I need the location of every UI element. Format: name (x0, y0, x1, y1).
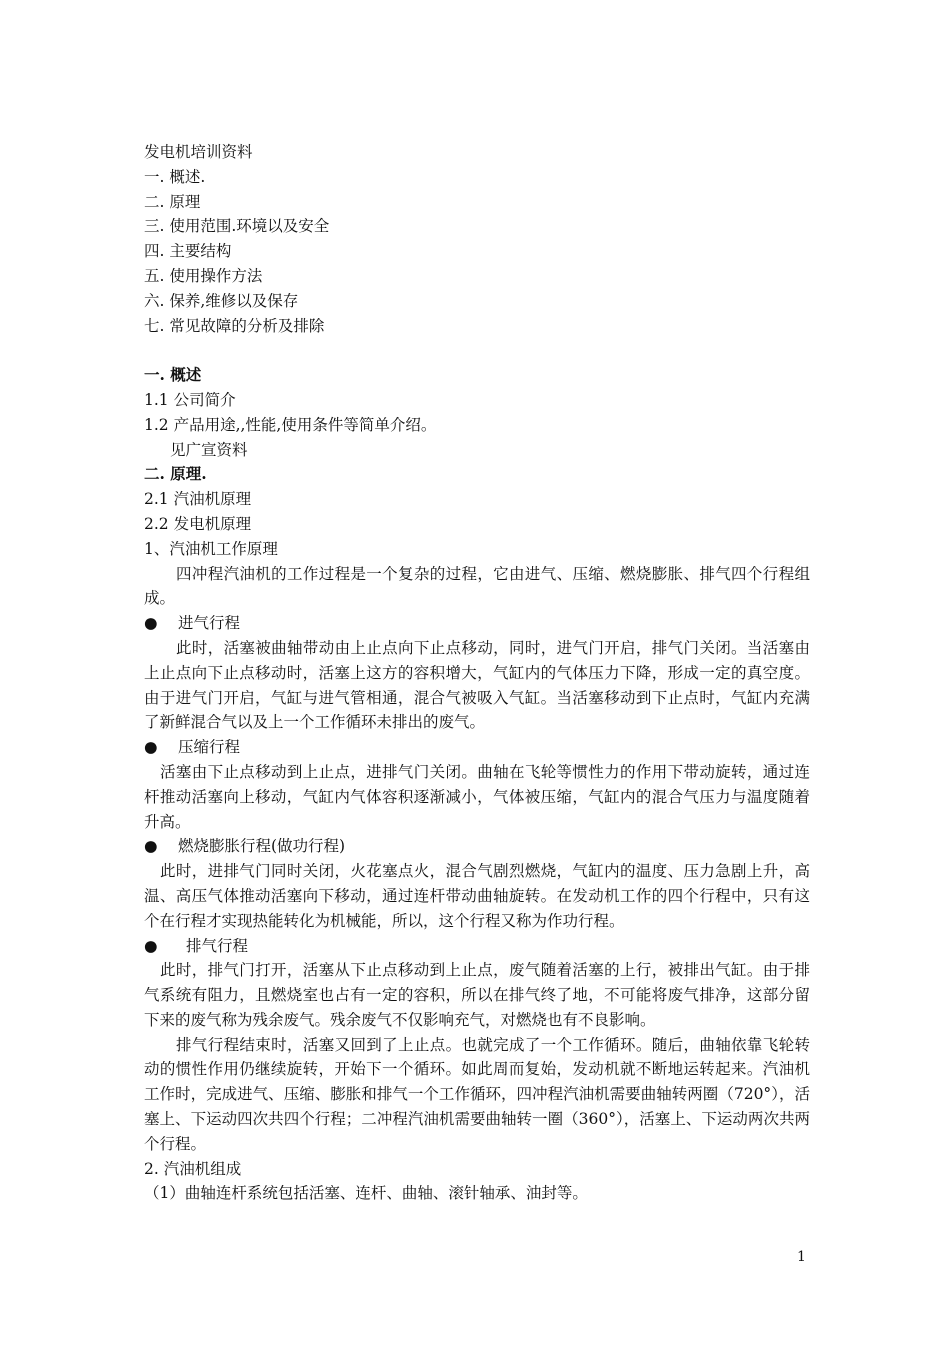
section-item: 1.2 产品用途,,性能,使用条件等简单介绍。 (144, 415, 437, 434)
section-heading: 一. 概述 (144, 365, 202, 385)
toc-item: 五. 使用操作方法 (144, 266, 263, 285)
stroke-name: 压缩行程 (178, 738, 241, 757)
page-content (144, 140, 810, 1206)
toc-item: 三. 使用范围.环境以及安全 (144, 217, 330, 236)
subsection-heading: 1、汽油机工作原理 (144, 539, 278, 558)
list-item: （1）曲轴连杆系统包括活塞、连杆、曲轴、滚针轴承、油封等。 (144, 1184, 588, 1203)
section-item: 2.2 发电机原理 (144, 514, 252, 533)
bullet-icon: ● (144, 614, 158, 633)
stroke-heading (144, 611, 810, 636)
stroke-name: 进气行程 (178, 614, 241, 633)
stroke-name: 燃烧膨胀行程(做功行程) (178, 837, 346, 856)
section-item: 1.1 公司简介 (144, 390, 236, 409)
bullet-icon: ● (144, 936, 158, 955)
subsection-heading: 2. 汽油机组成 (144, 1159, 242, 1178)
stroke-paragraph: 此时，活塞被曲轴带动由上止点向下止点移动，同时，进气门开启，排气门关闭。当活塞由上止点向下止点移动时，活塞上这方的容积增大，气缸内的气体压力下降，形成一定的真空度。由于进气门开启，气缸与进气管相通，混合气被吸入气缸。当活塞移动到下止点时，气缸内充满了新鲜混合气以及上一个工作循环未排出的废气。 (144, 638, 810, 732)
section-heading: 二. 原理. (144, 464, 207, 484)
bullet-icon: ● (144, 738, 158, 757)
toc-item: 四. 主要结构 (144, 242, 232, 261)
summary-paragraph: 排气行程结束时，活塞又回到了上止点。也就完成了一个工作循环。随后，曲轴依靠飞轮转动的惯性作用仍继续旋转，开始下一个循环。如此周而复始，发动机就不断地运转起来。汽油机工作时，完成进气、压缩、膨胀和排气一个工作循环，四冲程汽油机需要曲轴转两圈（720°），活塞上、下运动四次共四个行程；二冲程汽油机需要曲轴转一圈（360°），活塞上、下运动两次共两个行程。 (144, 1035, 810, 1153)
toc-item: 七. 常见故障的分析及排除 (144, 316, 325, 335)
section-item: 2.1 汽油机原理 (144, 490, 252, 509)
spacer (144, 338, 810, 363)
section-note: 见广宣资料 (170, 440, 248, 459)
stroke-heading (144, 934, 810, 959)
stroke-paragraph: 此时，排气门打开，活塞从下止点移动到上止点，废气随着活塞的上行，被排出气缸。由于排气系统有阻力，且燃烧室也占有一定的容积，所以在排气终了地，不可能将废气排净，这部分留下来的废气称为残余废气。残余废气不仅影响充气，对燃烧也有不良影响。 (144, 961, 810, 1029)
stroke-paragraph: 活塞由下止点移动到上止点，进排气门关闭。曲轴在飞轮等惯性力的作用下带动旋转，通过连杆推动活塞向上移动，气缸内气体容积逐渐减小，气体被压缩，气缸内的混合气压力与温度随着升高。 (144, 762, 810, 831)
toc-item: 六. 保养,维修以及保存 (144, 291, 299, 310)
toc-item: 一. 概述. (144, 167, 206, 186)
page-number: 1 (797, 1249, 806, 1265)
stroke-paragraph: 此时，进排气门同时关闭，火花塞点火，混合气剧烈燃烧，气缸内的温度、压力急剧上升，高温、高压气体推动活塞向下移动，通过连杆带动曲轴旋转。在发动机工作的四个行程中，只有这个在行程才实现热能转化为机械能，所以，这个行程又称为作功行程。 (144, 862, 810, 930)
toc-item: 二. 原理 (144, 192, 201, 211)
stroke-heading (144, 735, 810, 760)
document-title: 发电机培训资料 (144, 143, 253, 161)
bullet-icon: ● (144, 837, 158, 856)
table-of-contents (144, 165, 810, 339)
stroke-name: 排气行程 (186, 936, 249, 955)
intro-paragraph: 四冲程汽油机的工作过程是一个复杂的过程，它由进气、压缩、燃烧膨胀、排气四个行程组成。 (144, 564, 810, 608)
stroke-heading (144, 834, 810, 859)
